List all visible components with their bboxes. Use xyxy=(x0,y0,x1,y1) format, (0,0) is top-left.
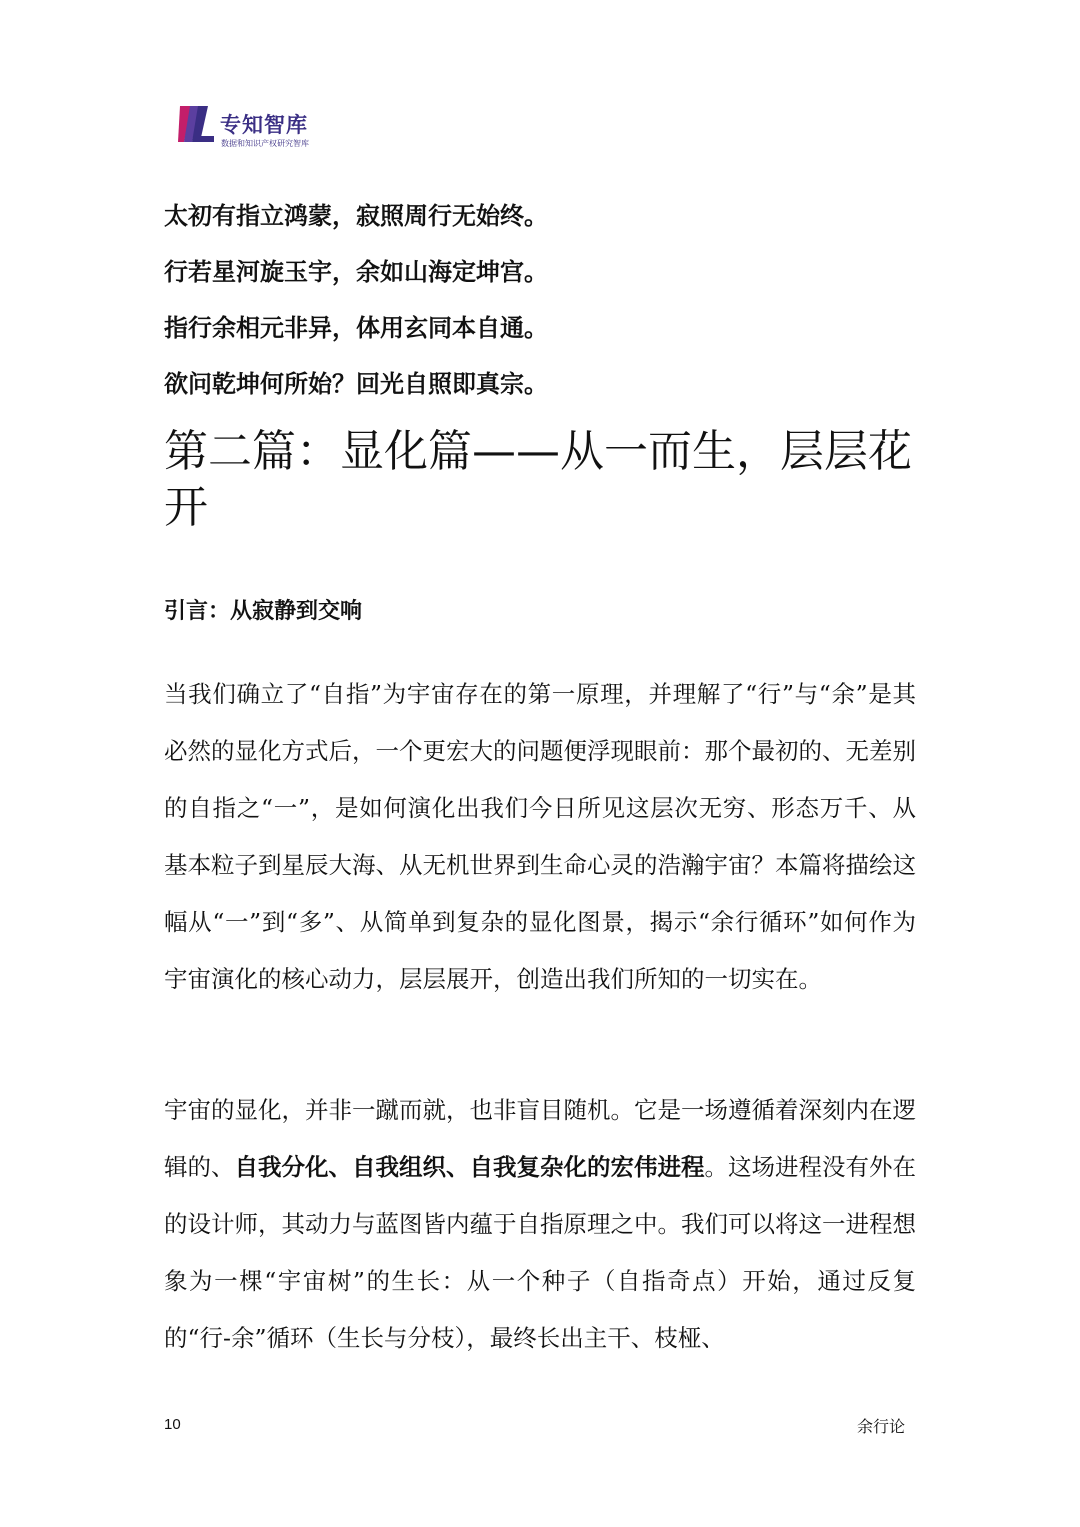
chapter-title: 第二篇：显化篇——从一而生，层层花开 xyxy=(164,426,912,533)
paragraph-emphasis: 自我分化、自我组织、自我复杂化的宏伟进程 xyxy=(234,1153,705,1181)
section-heading: 引言：从寂静到交响 xyxy=(164,599,363,624)
logo-title: 专知智库 xyxy=(220,113,308,137)
page-number: 10 xyxy=(164,1416,181,1433)
poem xyxy=(164,188,548,412)
footer-book-title: 余行论 xyxy=(857,1417,906,1436)
paragraph-intro: 当我们确立了“自指”为宇宙存在的第一原理，并理解了“行”与“余”是其必然的显化方式后，一个更宏大的问题便浮现眼前：那个最初的、无差别的自指之“一”，是如何演化出我们今日所见这层次无穷、形态万千、从基本粒子到星辰大海、从无机世界到生命心灵的浩瀚宇宙？本篇将描绘这幅从“一”到“多”、从简单到复杂的显化图景，揭示“余行循环”如何作为宇宙演化的核心动力，层层展开，创造出我们所知的一切实在。 xyxy=(164,680,916,993)
poem-line: 太初有指立鸿蒙，寂照周行无始终。 xyxy=(164,202,548,230)
zl-stripes-icon xyxy=(178,104,218,144)
poem-line: 欲问乾坤何所始？回光自照即真宗。 xyxy=(164,370,548,398)
logo-subtitle: 数据和知识产权研究智库 xyxy=(221,139,309,148)
paragraph-text: 宇宙的显化，并非一蹴而就，也非盲目随机。它是一场遵循着深刻内在逻辑的、 xyxy=(164,1096,916,1181)
poem-line: 行若星河旋玉宇，余如山海定坤宫。 xyxy=(164,258,548,286)
header-logo xyxy=(178,104,378,152)
paragraph-text: 。这场进程没有外在的设计师，其动力与蓝图皆内蕴于自指原理之中。我们可以将这一进程想象为一棵“宇宙树”的生长：从一个种子（自指奇点）开始，通过反复的“行-余”循环（生长与分枝），最终长出主干、枝桠、 xyxy=(164,1153,916,1352)
paragraph-development xyxy=(164,1082,916,1367)
poem-line: 指行余相元非异，体用玄同本自通。 xyxy=(164,314,548,342)
